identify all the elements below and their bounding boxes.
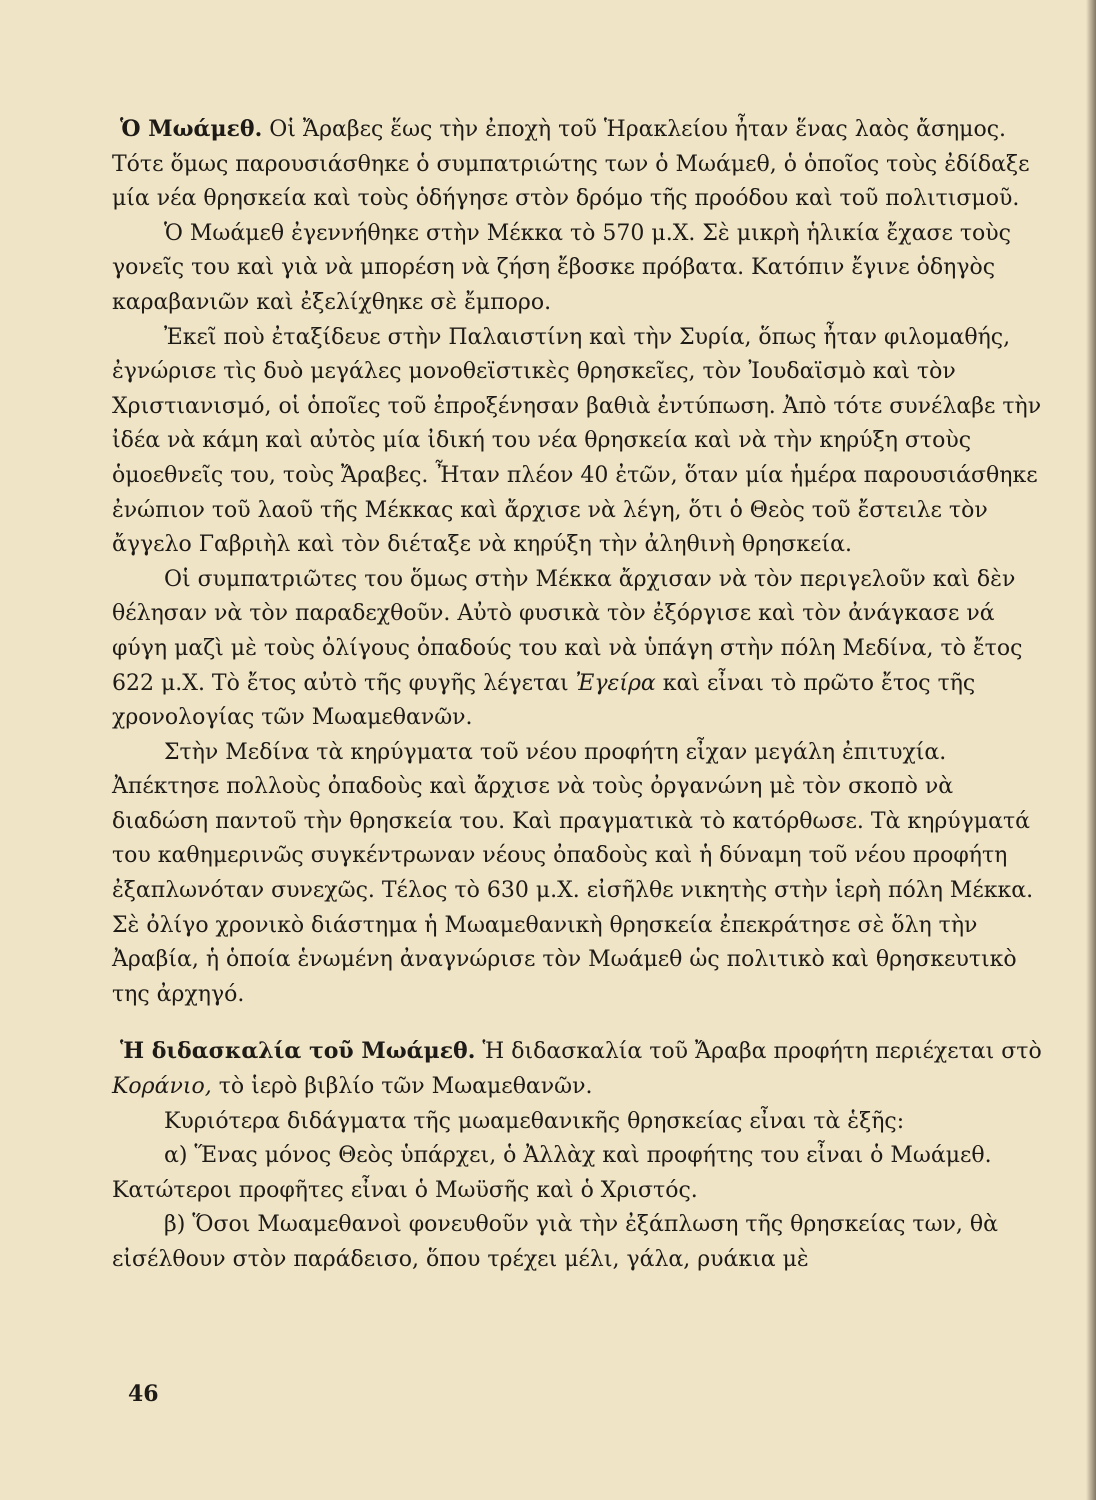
paragraph-text: τὸ ἱερὸ βιβλίο τῶν Μωαμεθανῶν. bbox=[218, 1074, 593, 1100]
paragraph-text: Οἱ Ἄραβες ἕως τὴν ἐποχὴ τοῦ Ἡρακλείου ἦταν ἕνας λαὸς ἄσημος. Τότε ὅμως παρουσιάσθηκε ὁ συμπατριώτης των ὁ Μωάμεθ, ὁ ὁποῖος τοὺς ἐδίδαξε μία νέα θρησκεία καὶ τοὺς ὁδήγησε στὸν δρόμο τῆς προόδου καὶ τοῦ πολιτισμοῦ. bbox=[112, 117, 1030, 212]
paragraph-medina: Στὴν Μεδίνα τὰ κηρύγματα τοῦ νέου προφήτη εἶχαν μεγάλη ἐπιτυχία. Ἀπέκτησε πολλοὺς ὀπαδοὺς καὶ ἄρχισε νὰ τοὺς ὀργανώνη μὲ τὸν σκοπὸ νὰ διαδώση παντοῦ τὴν θρησκεία του. Καὶ πραγματικὰ τὸ κατόρθωσε. Τὰ κηρύγματά του καθημερινῶς συγκέντρωναν νέους ὀπαδοὺς καὶ ἡ δύναμη τοῦ νέου προφήτη ἐξαπλωνόταν συνεχῶς. Τέλος τὸ 630 μ.Χ. εἰσῆλθε νικητὴς στὴν ἱερὴ πόλη Μέκκα. Σὲ ὀλίγο χρονικὸ διάστημα ἡ Μωαμεθανικὴ θρησκεία ἐπεκράτησε σὲ ὅλη τὴν Ἀραβία, ἡ ὁποία ἑνωμένη ἀναγνώρισε τὸν Μωάμεθ ὡς πολιτικὸ καὶ θρησκευτικὸ της ἀρχηγό. bbox=[112, 739, 1034, 1007]
paragraph-text: Ἡ διδασκαλία τοῦ Ἄραβα προφήτη περιέχεται στὸ bbox=[482, 1039, 1042, 1065]
section-heading-mohammed: Ὁ Μωάμεθ. bbox=[120, 116, 263, 142]
paragraph-hegira bbox=[112, 563, 1048, 736]
page-number: 46 bbox=[128, 1381, 159, 1407]
list-item-b: β) Ὅσοι Μωαμεθανοὶ φονευθοῦν γιὰ τὴν ἐξάπλωση τῆς θρησκείας των, θὰ εἰσέλθουν στὸν παράδεισο, ὅπου τρέχει μέλι, γάλα, ρυάκια μὲ bbox=[112, 1212, 998, 1272]
paragraph-travels: Ἐκεῖ ποὺ ἐταξίδευε στὴν Παλαιστίνη καὶ τὴν Συρία, ὅπως ἦταν φιλομαθής, ἐγνώρισε τὶς δυὸ μεγάλες μονοθεϊστικὲς θρησκεῖες, τὸν Ἰουδαϊσμὸ καὶ τὸν Χριστιανισμό, οἱ ὁποῖες τοῦ ἐπροξένησαν βαθιὰ ἐντύπωση. Ἀπὸ τότε συνέλαβε τὴν ἰδέα νὰ κάμη καὶ αὐτὸς μία ἰδική του νέα θρησκεία καὶ νὰ τὴν κηρύξη στοὺς ὁμοεθνεῖς του, τοὺς Ἄραβες. Ἦταν πλέον 40 ἐτῶν, ὅταν μία ἡμέρα παρουσιάσθηκε ἐνώπιον τοῦ λαοῦ τῆς Μέκκας καὶ ἄρχισε νὰ λέγη, ὅτι ὁ Θεὸς τοῦ ἔστειλε τὸν ἄγγελο Γαβριὴλ καὶ τὸν διέταξε νὰ κηρύξη τὴν ἀληθινὴ θρησκεία. bbox=[112, 324, 1042, 558]
section-heading-teaching: Ἡ διδασκαλία τοῦ Μωάμεθ. bbox=[120, 1038, 476, 1065]
paragraph-birth: Ὁ Μωάμεθ ἐγεννήθηκε στὴν Μέκκα τὸ 570 μ.Χ. Σὲ μικρὴ ἡλικία ἔχασε τοὺς γονεῖς του καὶ γιὰ νὰ μπορέση νὰ ζήση ἔβοσκε πρόβατα. Κατόπιν ἔγινε ὁδηγὸς καραβανιῶν καὶ ἐξελίχθηκε σὲ ἔμπορο. bbox=[112, 220, 1011, 315]
paragraph-list-intro: Κυριότερα διδάγματα τῆς μωαμεθανικῆς θρησκείας εἶναι τὰ ἑξῆς: bbox=[164, 1108, 905, 1134]
paragraph-intro bbox=[112, 112, 1048, 217]
paragraph-teaching bbox=[112, 1034, 1048, 1104]
term-hegira: Ἐγείρα bbox=[575, 670, 656, 696]
term-koran: Κοράνιο, bbox=[112, 1074, 212, 1100]
paragraph-text: Οἱ συμπατριῶτες του ὅμως στὴν Μέκκα ἄρχισαν νὰ τὸν περιγελοῦν καὶ δὲν θέλησαν νὰ τὸν παραδεχθοῦν. Αὐτὸ φυσικὰ τὸν ἐξόργισε καὶ τὸν ἀνάγκασε νά φύγη μαζὶ μὲ τοὺς ὀλίγους ὀπαδούς του καὶ νὰ ὑπάγη στὴν πόλη Μεδίνα, τὸ ἔτος 622 μ.Χ. Τὸ ἔτος αὐτὸ τῆς φυγῆς λέγεται bbox=[112, 566, 1023, 696]
paragraph-text: καὶ εἶναι τὸ πρῶτο ἔτος τῆς χρονολογίας τῶν Μωαμεθανῶν. bbox=[112, 670, 976, 731]
page-edge-shadow bbox=[1086, 0, 1096, 1500]
list-item-a: α) Ἕνας μόνος Θεὸς ὑπάρχει, ὁ Ἀλλὰχ καὶ προφήτης του εἶναι ὁ Μωάμεθ. Κατώτεροι προφῆτες εἶναι ὁ Μωϋσῆς καὶ ὁ Χριστός. bbox=[112, 1143, 992, 1203]
section-gap bbox=[112, 1012, 1048, 1034]
book-page-text bbox=[112, 112, 1048, 1278]
